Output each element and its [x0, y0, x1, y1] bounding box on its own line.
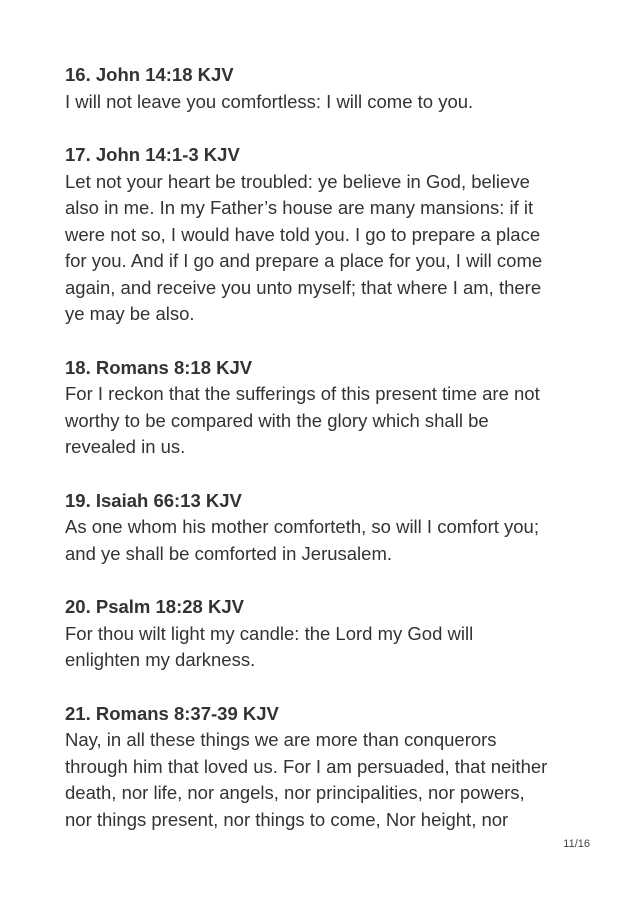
- verse-text: [65, 381, 585, 461]
- verse-21: [65, 701, 585, 834]
- verse-17: [65, 142, 585, 328]
- verse-line: were not so, I would have told you. I go to prepare a place: [65, 223, 541, 245]
- verse-18: [65, 355, 585, 461]
- document-page: [65, 62, 585, 860]
- verse-reference: 19. Isaiah 66:13 KJV: [65, 489, 242, 511]
- page-number: 11/16: [563, 838, 590, 850]
- verse-reference: 18. Romans 8:18 KJV: [65, 356, 253, 378]
- verse-line: and ye shall be comforted in Jerusalem.: [65, 542, 393, 564]
- verse-line: For I reckon that the sufferings of this present time are not: [65, 383, 540, 404]
- verse-text: [65, 169, 585, 328]
- verse-line: through him that loved us. For I am persuaded, that neither: [65, 755, 548, 777]
- verse-line: for you. And if I go and prepare a place for you, I will come: [65, 250, 543, 271]
- verse-text: [65, 621, 585, 674]
- verse-line: worthy to be compared with the glory which shall be: [65, 409, 489, 431]
- verse-reference: 16. John 14:18 KJV: [65, 64, 234, 85]
- verse-line: death, nor life, nor angels, nor principalities, nor powers,: [65, 782, 525, 803]
- verse-line: I will not leave you comfortless: I will come to you.: [65, 90, 474, 112]
- verse-line: also in me. In my Father’s house are many mansions: if it: [65, 197, 534, 218]
- verse-reference: 21. Romans 8:37-39 KJV: [65, 702, 279, 724]
- verse-line: Nay, in all these things we are more than conquerors: [65, 729, 497, 750]
- verse-line: As one whom his mother comforteth, so will I comfort you;: [65, 516, 539, 537]
- verse-line: enlighten my darkness.: [65, 649, 256, 670]
- verse-reference: 20. Psalm 18:28 KJV: [65, 596, 244, 617]
- verse-reference: 17. John 14:1-3 KJV: [65, 144, 240, 165]
- verse-line: revealed in us.: [65, 436, 186, 457]
- verse-20: [65, 594, 585, 674]
- verse-text: [65, 89, 585, 116]
- verse-16: [65, 62, 585, 115]
- verse-line: ye may be also.: [65, 303, 195, 324]
- verse-line: again, and receive you unto myself; that where I am, there: [65, 276, 542, 298]
- verse-line: For thou wilt light my candle: the Lord my God will: [65, 622, 474, 644]
- verse-text: [65, 514, 585, 567]
- verse-line: nor things present, nor things to come, Nor height, nor: [65, 808, 509, 830]
- verse-line: Let not your heart be troubled: ye believe in God, believe: [65, 170, 530, 192]
- verse-19: [65, 488, 585, 568]
- verse-text: [65, 727, 585, 833]
